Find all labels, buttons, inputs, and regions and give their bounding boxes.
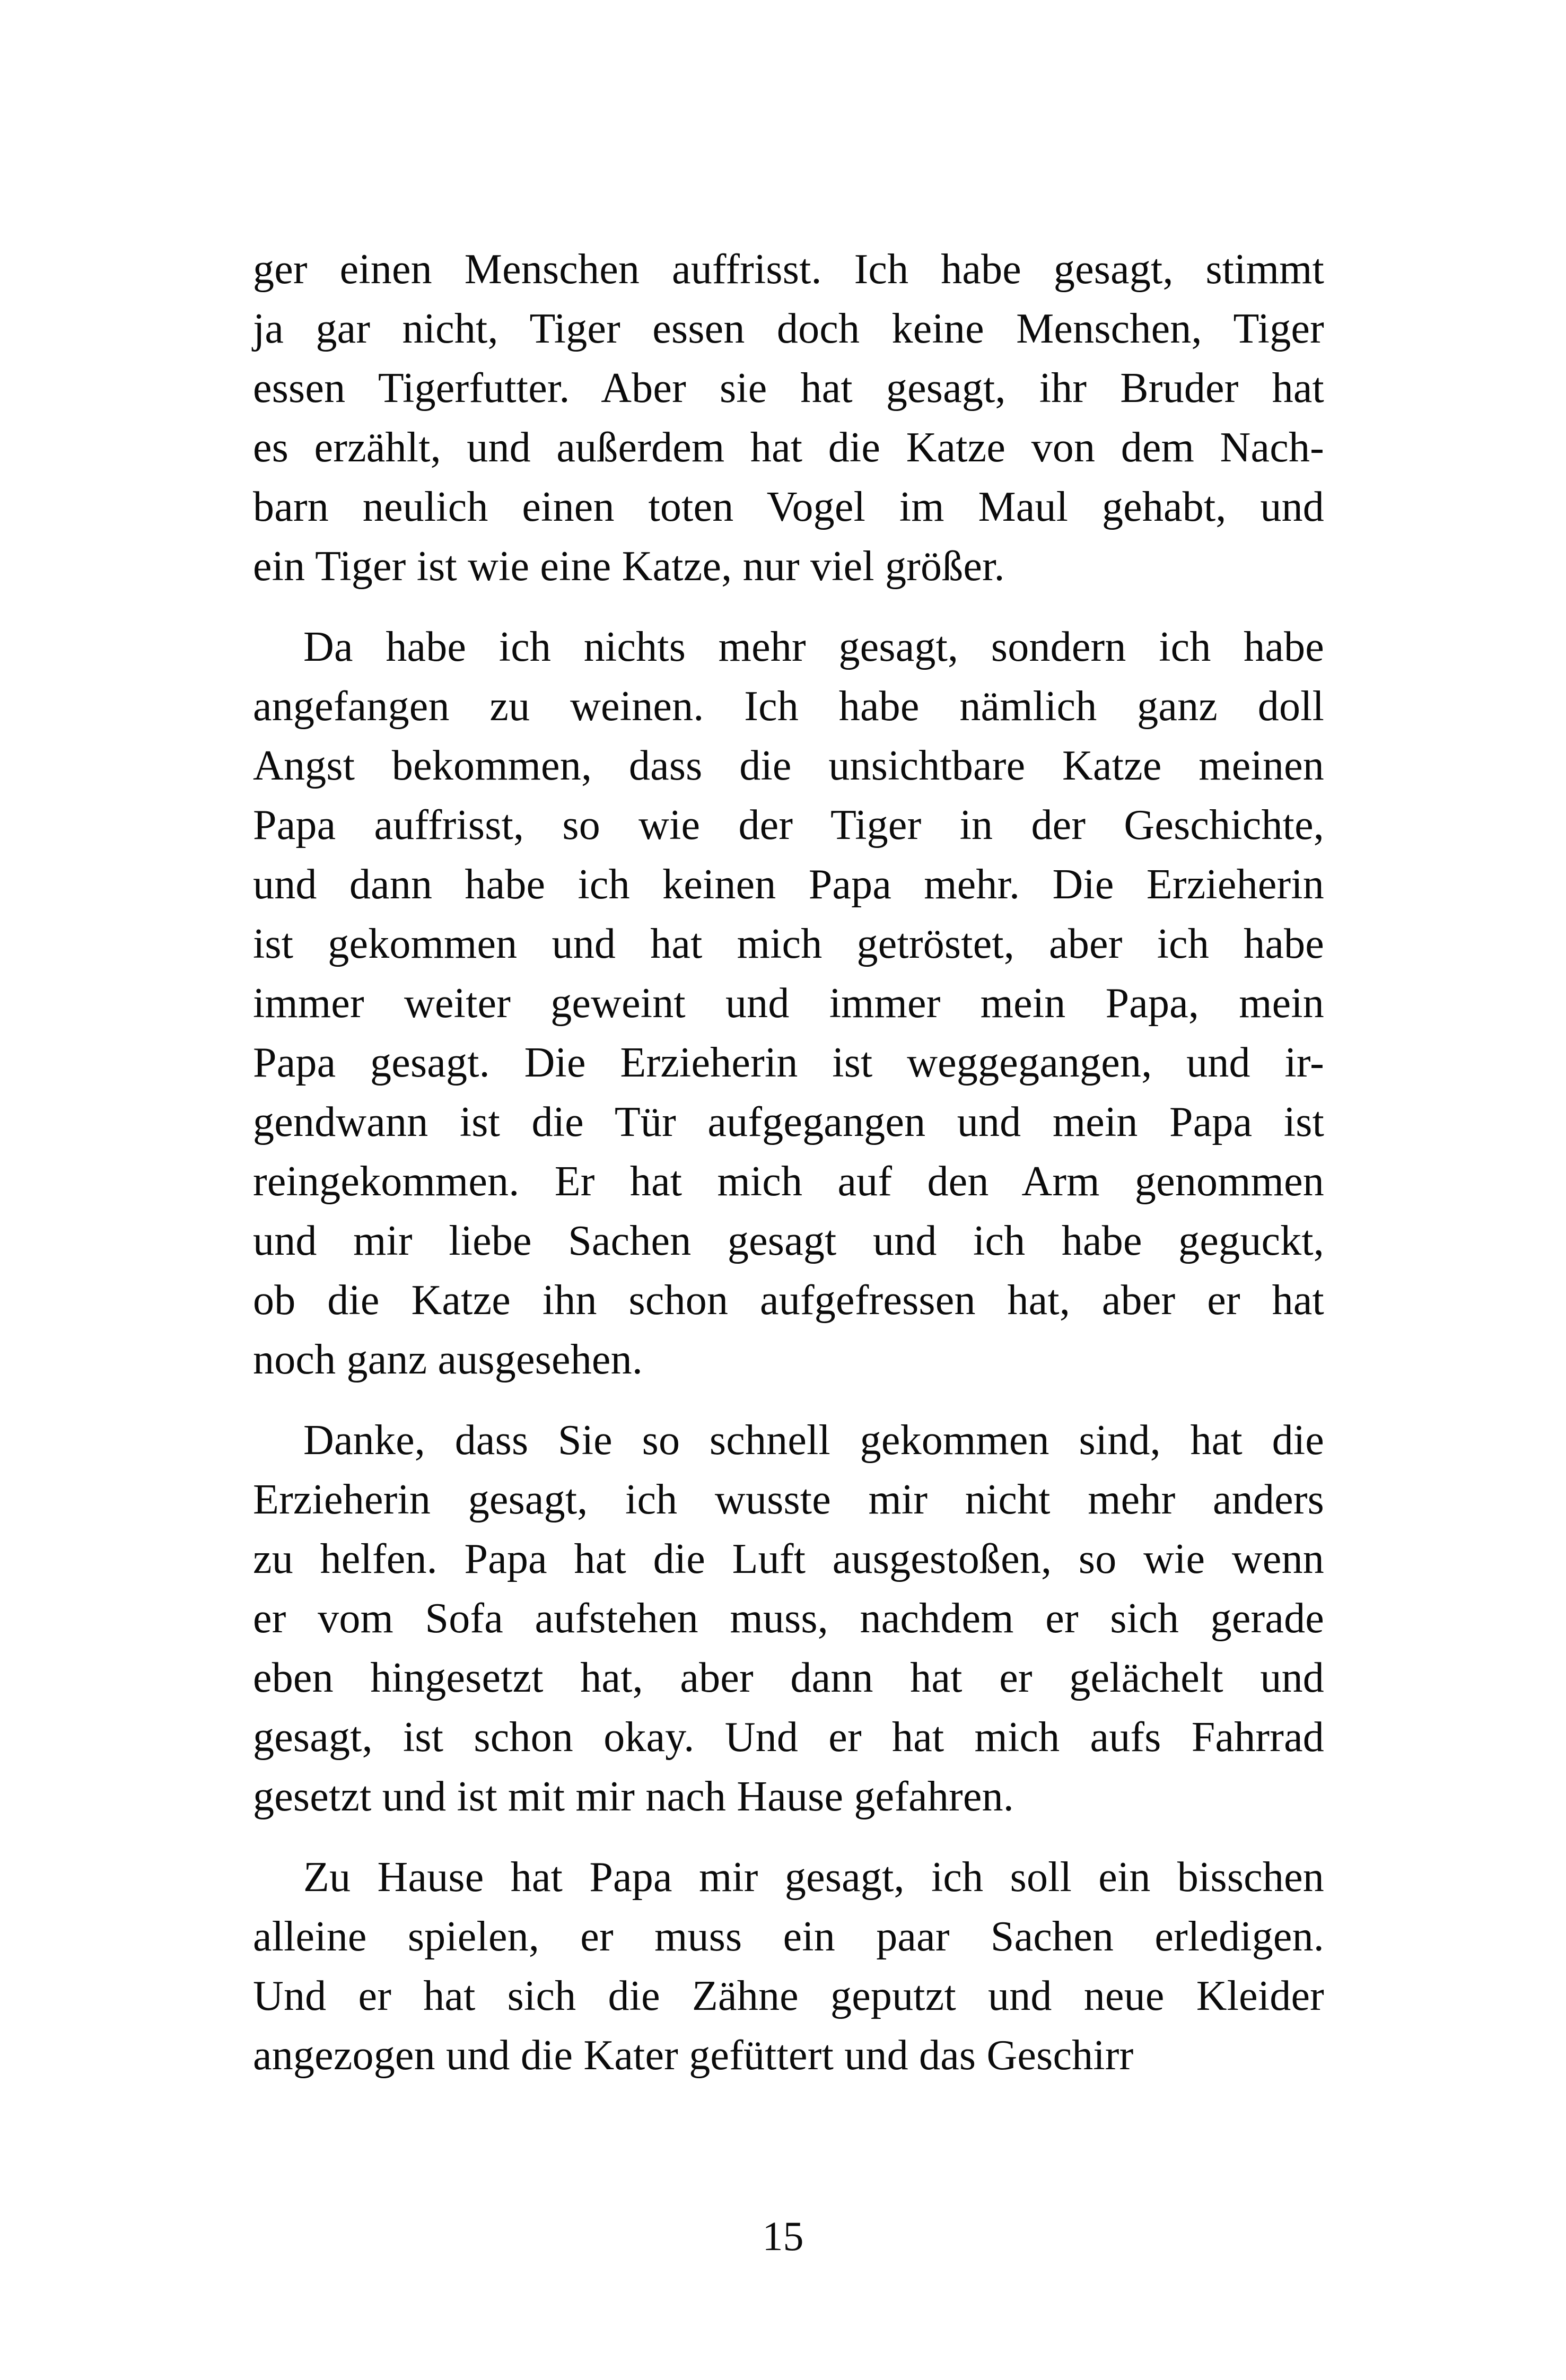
book-text-block: [253, 240, 1324, 2085]
text-line: Papa gesagt. Die Erzieherin ist weggegangen, und ir-: [253, 1039, 1324, 1086]
text-line: Angst bekommen, dass die unsichtbare Katze meinen: [253, 742, 1324, 789]
text-line: gesetzt und ist mit mir nach Hause gefahren.: [253, 1773, 1014, 1820]
text-line: es erzählt, und außerdem hat die Katze von dem Nach-: [253, 424, 1324, 471]
text-line: und mir liebe Sachen gesagt und ich habe geguckt,: [253, 1218, 1324, 1264]
text-line: alleine spielen, er muss ein paar Sachen erledigen.: [253, 1913, 1324, 1960]
text-line: gendwann ist die Tür aufgegangen und mein Papa ist: [253, 1099, 1324, 1145]
text-line: ja gar nicht, Tiger essen doch keine Menschen, Tiger: [253, 305, 1324, 352]
text-line: Da habe ich nichts mehr gesagt, sondern ich habe: [303, 624, 1324, 670]
text-line: Und er hat sich die Zähne geputzt und neue Kleider: [253, 1973, 1324, 2019]
text-line: zu helfen. Papa hat die Luft ausgestoßen, so wie wenn: [253, 1536, 1324, 1582]
text-line: Danke, dass Sie so schnell gekommen sind, hat die: [303, 1417, 1324, 1464]
text-line: barn neulich einen toten Vogel im Maul gehabt, und: [253, 484, 1324, 530]
text-line: er vom Sofa aufstehen muss, nachdem er sich gerade: [253, 1595, 1324, 1642]
text-line: gesagt, ist schon okay. Und er hat mich aufs Fahrrad: [253, 1714, 1324, 1761]
page-number: 15: [762, 2213, 804, 2259]
text-line: essen Tigerfutter. Aber sie hat gesagt, ihr Bruder hat: [253, 365, 1324, 412]
text-line: Papa auffrisst, so wie der Tiger in der Geschichte,: [253, 802, 1324, 848]
text-line: Zu Hause hat Papa mir gesagt, ich soll ein bisschen: [303, 1854, 1324, 1901]
paragraph-4: [253, 1848, 1324, 2085]
paragraph-2: [253, 617, 1324, 1389]
text-line: eben hingesetzt hat, aber dann hat er gelächelt und: [253, 1655, 1324, 1701]
text-line: ob die Katze ihn schon aufgefressen hat, aber er hat: [253, 1277, 1324, 1324]
paragraph-3: [253, 1411, 1324, 1826]
text-line: ein Tiger ist wie eine Katze, nur viel größer.: [253, 543, 1005, 590]
text-line: reingekommen. Er hat mich auf den Arm genommen: [253, 1158, 1324, 1205]
text-line: Erzieherin gesagt, ich wusste mir nicht mehr anders: [253, 1476, 1324, 1523]
text-line: noch ganz ausgesehen.: [253, 1336, 643, 1383]
text-line: angezogen und die Kater gefüttert und das Geschirr: [253, 2032, 1134, 2079]
paragraph-1: [253, 240, 1324, 596]
text-line: und dann habe ich keinen Papa mehr. Die Erzieherin: [253, 861, 1324, 908]
text-line: ist gekommen und hat mich getröstet, aber ich habe: [253, 921, 1324, 967]
text-line: angefangen zu weinen. Ich habe nämlich ganz doll: [253, 683, 1324, 730]
text-line: ger einen Menschen auffrisst. Ich habe gesagt, stimmt: [253, 246, 1324, 293]
text-line: immer weiter geweint und immer mein Papa, mein: [253, 980, 1324, 1027]
